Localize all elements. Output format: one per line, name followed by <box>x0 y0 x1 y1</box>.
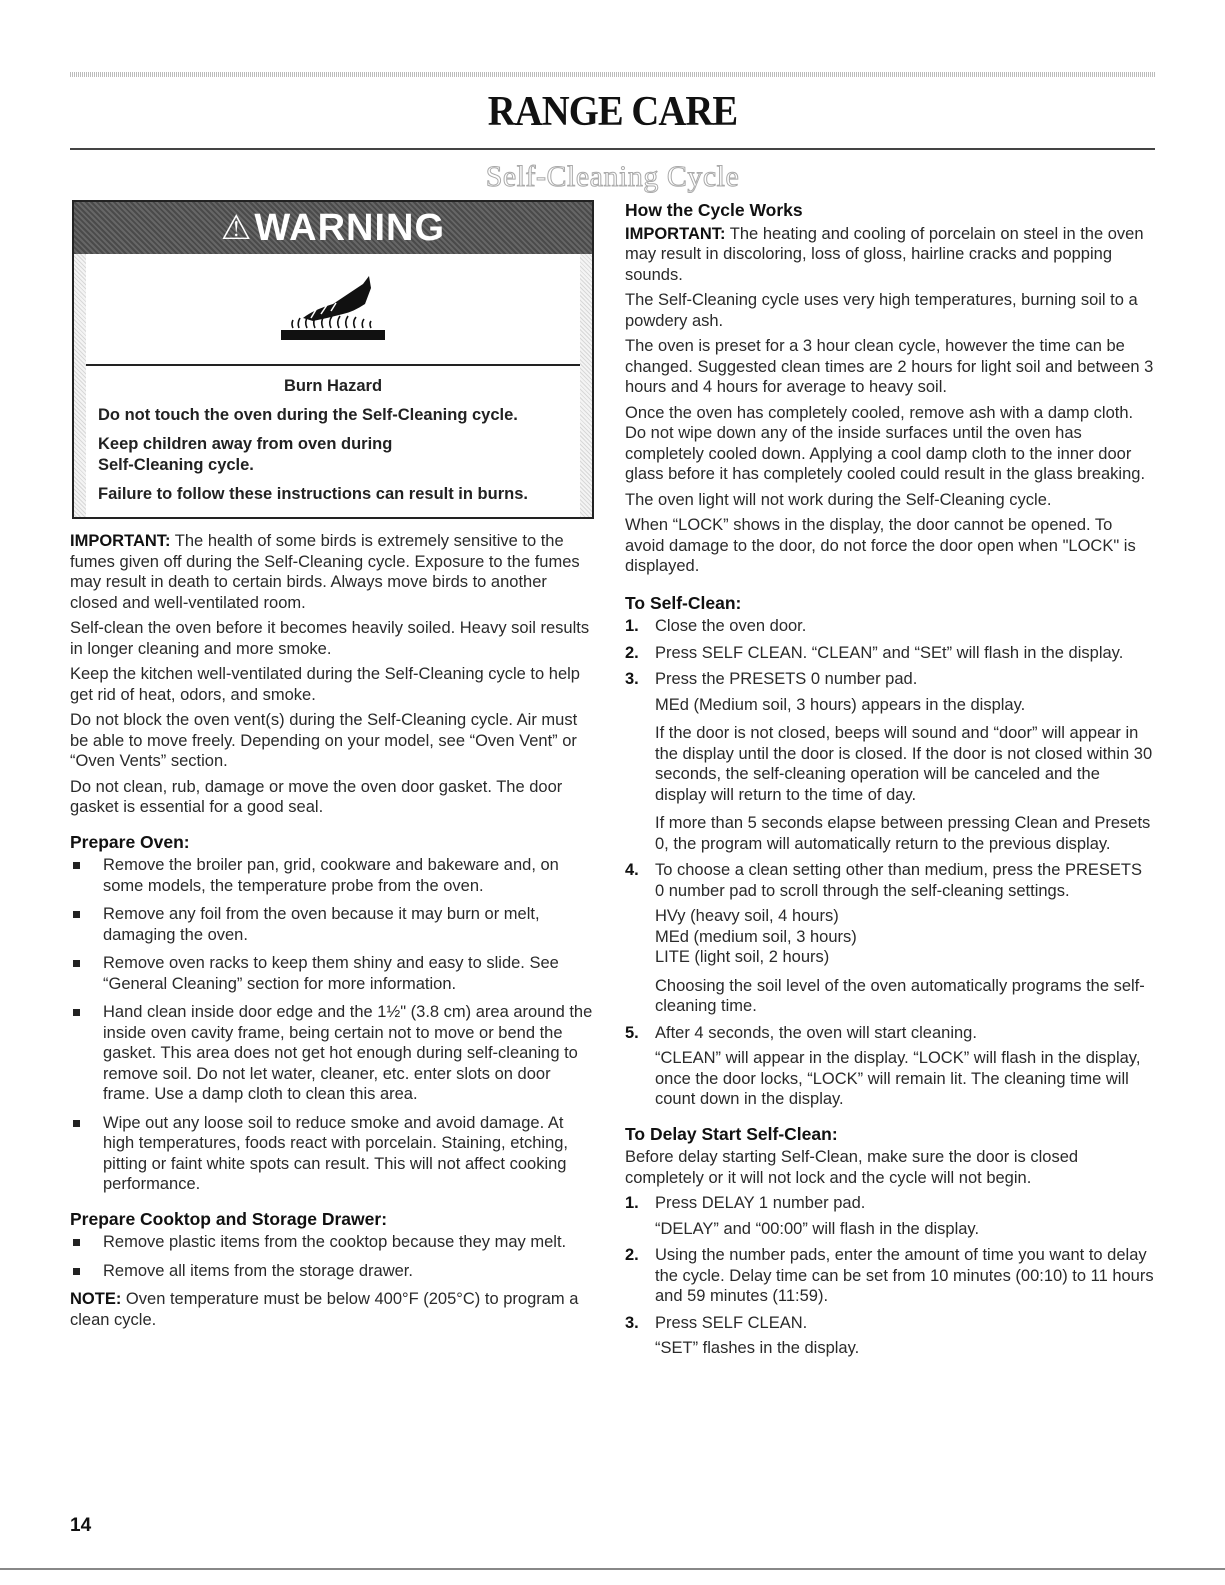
temperature-note: NOTE: Oven temperature must be below 400°F (205°C) to program a clean cycle. <box>70 1290 579 1329</box>
delay-start-heading: To Delay Start Self-Clean: <box>625 1123 838 1144</box>
list-item: 1. Press DELAY 1 number pad. “DELAY” and “00:00” will flash in the display. <box>625 1194 980 1238</box>
warning-header <box>74 202 592 254</box>
page-number: 14 <box>70 1515 92 1536</box>
prepare-oven-heading: Prepare Oven: <box>70 831 190 852</box>
title-rule <box>70 148 1155 150</box>
section-title: Self-Cleaning Cycle <box>485 160 740 193</box>
bottom-rule <box>0 1568 1225 1570</box>
list-item: Hand clean inside door edge and the 1½" (3.8 cm) area around the inside oven cavity frame, being certain not to move or bend the gasket. This area does not get hot enough during self-cleaning to remove soil. Do not let water, cleaner, etc. enter slots on door frame. Use a damp cloth to clean this area. <box>70 1002 595 1105</box>
list-item: Remove any foil from the oven because it may burn or melt, damaging the oven. <box>70 904 595 945</box>
warning-line-4: Failure to follow these instructions can result in burns. <box>98 485 528 503</box>
warning-line-3: Self-Cleaning cycle. <box>98 456 254 474</box>
page-title: RANGE CARE <box>487 89 738 135</box>
warning-text <box>86 366 580 517</box>
list-item: Remove all items from the storage drawer. <box>70 1261 595 1282</box>
left-paragraph-4: Do not clean, rub, damage or move the oven door gasket. The door gasket is essential for a good seal. <box>70 777 563 816</box>
warning-line-2: Keep children away from oven during <box>98 435 393 453</box>
list-item: Wipe out any loose soil to reduce smoke and avoid damage. At high temperatures, foods react with porcelain. Staining, etching, pitting or faint white spots can result. This will not affect cooking performance. <box>70 1113 595 1195</box>
list-item: 3. Press the PRESETS 0 number pad. MEd (Medium soil, 3 hours) appears in the display. If the door is not closed, beeps will sound and “door” will appear in the display until the door is closed. If the door is not closed within 30 seconds, the self-cleaning operation will be canceled and the display will return to the time of day. If more than 5 seconds elapse between pressing Clean and Presets 0, the program will automatically return to the previous display. <box>625 670 1153 853</box>
warning-line-1: Do not touch the oven during the Self-Cleaning cycle. <box>98 406 518 424</box>
warning-triangle-icon: ⚠ <box>220 208 253 247</box>
porcelain-important: IMPORTANT: The heating and cooling of porcelain on steel in the oven may result in discoloring, loss of gloss, hairline cracks and popping sounds. <box>625 224 1144 284</box>
right-column <box>625 200 1155 1365</box>
warning-label: WARNING <box>254 206 446 249</box>
list-item: 2. Press SELF CLEAN. “CLEAN” and “SEt” will flash in the display. <box>625 643 1124 662</box>
right-paragraph-3: Once the oven has completely cooled, remove ash with a damp cloth. Do not wipe down any of the inside surfaces until the oven has completely cooled down. Applying a cool damp cloth to the inner door glass before it has completely cooled could result in the glass breaking. <box>625 403 1146 483</box>
right-paragraph-5: When “LOCK” shows in the display, the door cannot be opened. To avoid damage to the door, do not force the door open when "LOCK" is displayed. <box>625 516 1136 575</box>
right-paragraph-1: The Self-Cleaning cycle uses very high temperatures, burning soil to a powdery ash. <box>625 291 1138 330</box>
warning-box <box>72 200 594 519</box>
burn-hazard-title: Burn Hazard <box>283 377 383 395</box>
right-paragraph-4: The oven light will not work during the Self-Cleaning cycle. <box>625 490 1052 509</box>
left-paragraph-2: Keep the kitchen well-ventilated during the Self-Cleaning cycle to help get rid of heat, odors, and smoke. <box>70 665 580 704</box>
warning-image-area <box>86 254 580 366</box>
left-column <box>70 200 595 1335</box>
burn-hazard-hand-icon <box>273 274 393 344</box>
prepare-cooktop-list <box>70 1232 595 1281</box>
delay-intro: Before delay starting Self-Clean, make sure the door is closed completely or it will not lock and the cycle will not begin. <box>625 1148 1079 1187</box>
prepare-cooktop-heading: Prepare Cooktop and Storage Drawer: <box>70 1208 388 1229</box>
prepare-oven-list <box>70 855 595 1195</box>
list-item: 4. To choose a clean setting other than medium, press the PRESETS 0 number pad to scroll through the self-cleaning settings. HVy (heavy soil, 4 hours) MEd (medium soil, 3 hours) LITE (light soil, 2 hours) Choosing the soil level of the oven automatically programs the self-cleaning time. <box>625 861 1145 1015</box>
self-clean-heading: To Self-Clean: <box>625 592 742 613</box>
list-item: Remove oven racks to keep them shiny and easy to slide. See “General Cleaning” section for more information. <box>70 953 595 994</box>
top-dotted-rule <box>70 72 1155 77</box>
self-clean-steps <box>625 616 1155 1110</box>
list-item: 1. Close the oven door. <box>625 617 807 635</box>
how-cycle-works-heading: How the Cycle Works <box>625 200 803 220</box>
list-item: 3. Press SELF CLEAN. “SET” flashes in the display. <box>625 1313 860 1357</box>
list-item: Remove the broiler pan, grid, cookware and bakeware and, on some models, the temperature probe from the oven. <box>70 855 595 896</box>
left-paragraph-1: Self-clean the oven before it becomes heavily soiled. Heavy soil results in longer cleaning and more smoke. <box>70 619 590 658</box>
list-item: Remove plastic items from the cooktop because they may melt. <box>70 1232 595 1253</box>
birds-important: IMPORTANT: The health of some birds is extremely sensitive to the fumes given off during the Self-Cleaning cycle. Exposure to the fumes may result in death to certain birds. Always move birds to another closed and well-ventilated room. <box>70 532 580 612</box>
warning-body <box>74 254 592 517</box>
delay-steps <box>625 1193 1155 1359</box>
right-paragraph-2: The oven is preset for a 3 hour clean cycle, however the time can be changed. Suggested clean times are 2 hours for light soil and between 3 hours and 4 hours for average to heavy soil. <box>625 337 1154 396</box>
left-paragraph-3: Do not block the oven vent(s) during the Self-Cleaning cycle. Air must be able to move freely. Depending on your model, see “Oven Vent” or “Oven Vents” section. <box>70 711 578 770</box>
list-item: 2. Using the number pads, enter the amount of time you want to delay the cycle. Delay time can be set from 10 minutes (00:10) to 11 hours and 59 minutes (11:59). <box>625 1246 1154 1305</box>
list-item: 5. After 4 seconds, the oven will start cleaning. “CLEAN” will appear in the display. “LOCK” will flash in the display, once the door locks, “LOCK” will remain lit. The cleaning time will count down in the display. <box>625 1023 1141 1108</box>
